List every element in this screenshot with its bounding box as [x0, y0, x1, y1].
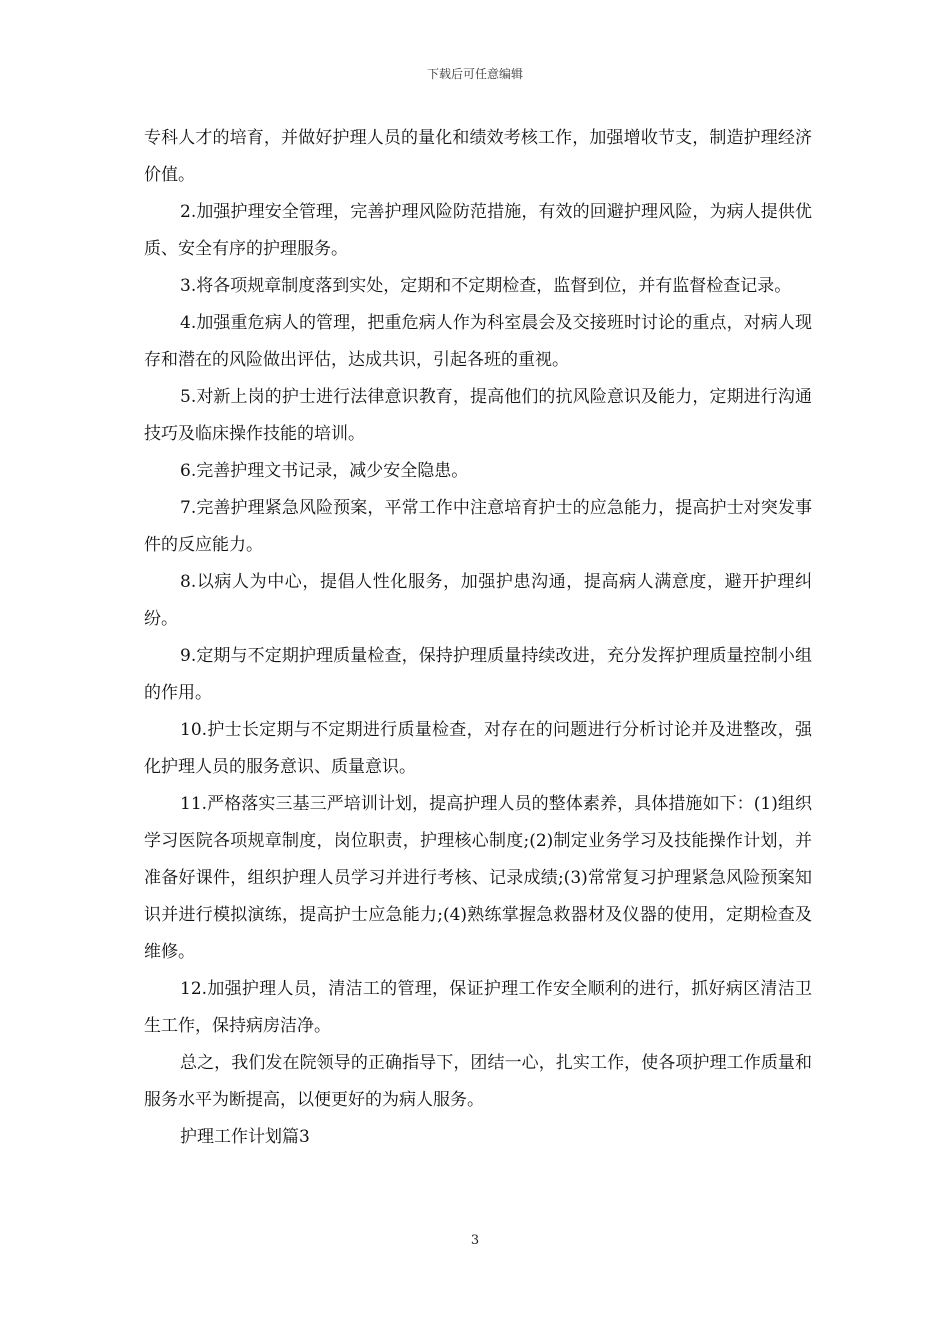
page-header: 下载后可任意编辑 [426, 67, 523, 81]
paragraph-item-2: 2.加强护理安全管理，完善护理风险防范措施，有效的回避护理风险，为病人提供优质、安全有序的护理服务。 [144, 202, 812, 259]
section-heading: 护理工作计划篇3 [180, 1127, 310, 1147]
paragraph-continuation: 专科人才的培育，并做好护理人员的量化和绩效考核工作，加强增收节支，制造护理经济价值。 [144, 128, 812, 185]
document-body [144, 120, 812, 1156]
paragraph-item-6: 6.完善护理文书记录，减少安全隐患。 [180, 461, 469, 481]
paragraph-item-10: 10.护士长定期与不定期进行质量检查，对存在的问题进行分析讨论并及进整改，强化护理人员的服务意识、质量意识。 [144, 720, 812, 777]
page-number: 3 [470, 1233, 480, 1248]
paragraph-item-7: 7.完善护理紧急风险预案，平常工作中注意培育护士的应急能力，提高护士对突发事件的反应能力。 [144, 498, 812, 555]
paragraph-item-12: 12.加强护理人员，清洁工的管理，保证护理工作安全顺利的进行，抓好病区清洁卫生工作，保持病房洁净。 [144, 979, 812, 1036]
paragraph-summary: 总之，我们发在院领导的正确指导下，团结一心，扎实工作，使各项护理工作质量和服务水平为断提高，以便更好的为病人服务。 [144, 1053, 812, 1110]
paragraph-item-8: 8.以病人为中心，提倡人性化服务，加强护患沟通，提高病人满意度，避开护理纠纷。 [144, 572, 812, 629]
paragraph-item-3: 3.将各项规章制度落到实处，定期和不定期检查，监督到位，并有监督检查记录。 [180, 276, 792, 296]
paragraph-item-11: 11.严格落实三基三严培训计划，提高护理人员的整体素养，具体措施如下：(1)组织学习医院各项规章制度，岗位职责，护理核心制度;(2)制定业务学习及技能操作计划，并准备好课件，组织护理人员学习并进行考核、记录成绩;(3)常常复习护理紧急风险预案知识并进行模拟演练，提高护士应急能力;(4)熟练掌握急救器材及仪器的使用，定期检查及维修。 [144, 794, 812, 962]
paragraph-item-4: 4.加强重危病人的管理，把重危病人作为科室晨会及交接班时讨论的重点，对病人现存和潜在的风险做出评估，达成共识，引起各班的重视。 [144, 313, 812, 370]
paragraph-item-5: 5.对新上岗的护士进行法律意识教育，提高他们的抗风险意识及能力，定期进行沟通技巧及临床操作技能的培训。 [144, 387, 812, 444]
paragraph-item-9: 9.定期与不定期护理质量检查，保持护理质量持续改进，充分发挥护理质量控制小组的作用。 [144, 646, 812, 703]
